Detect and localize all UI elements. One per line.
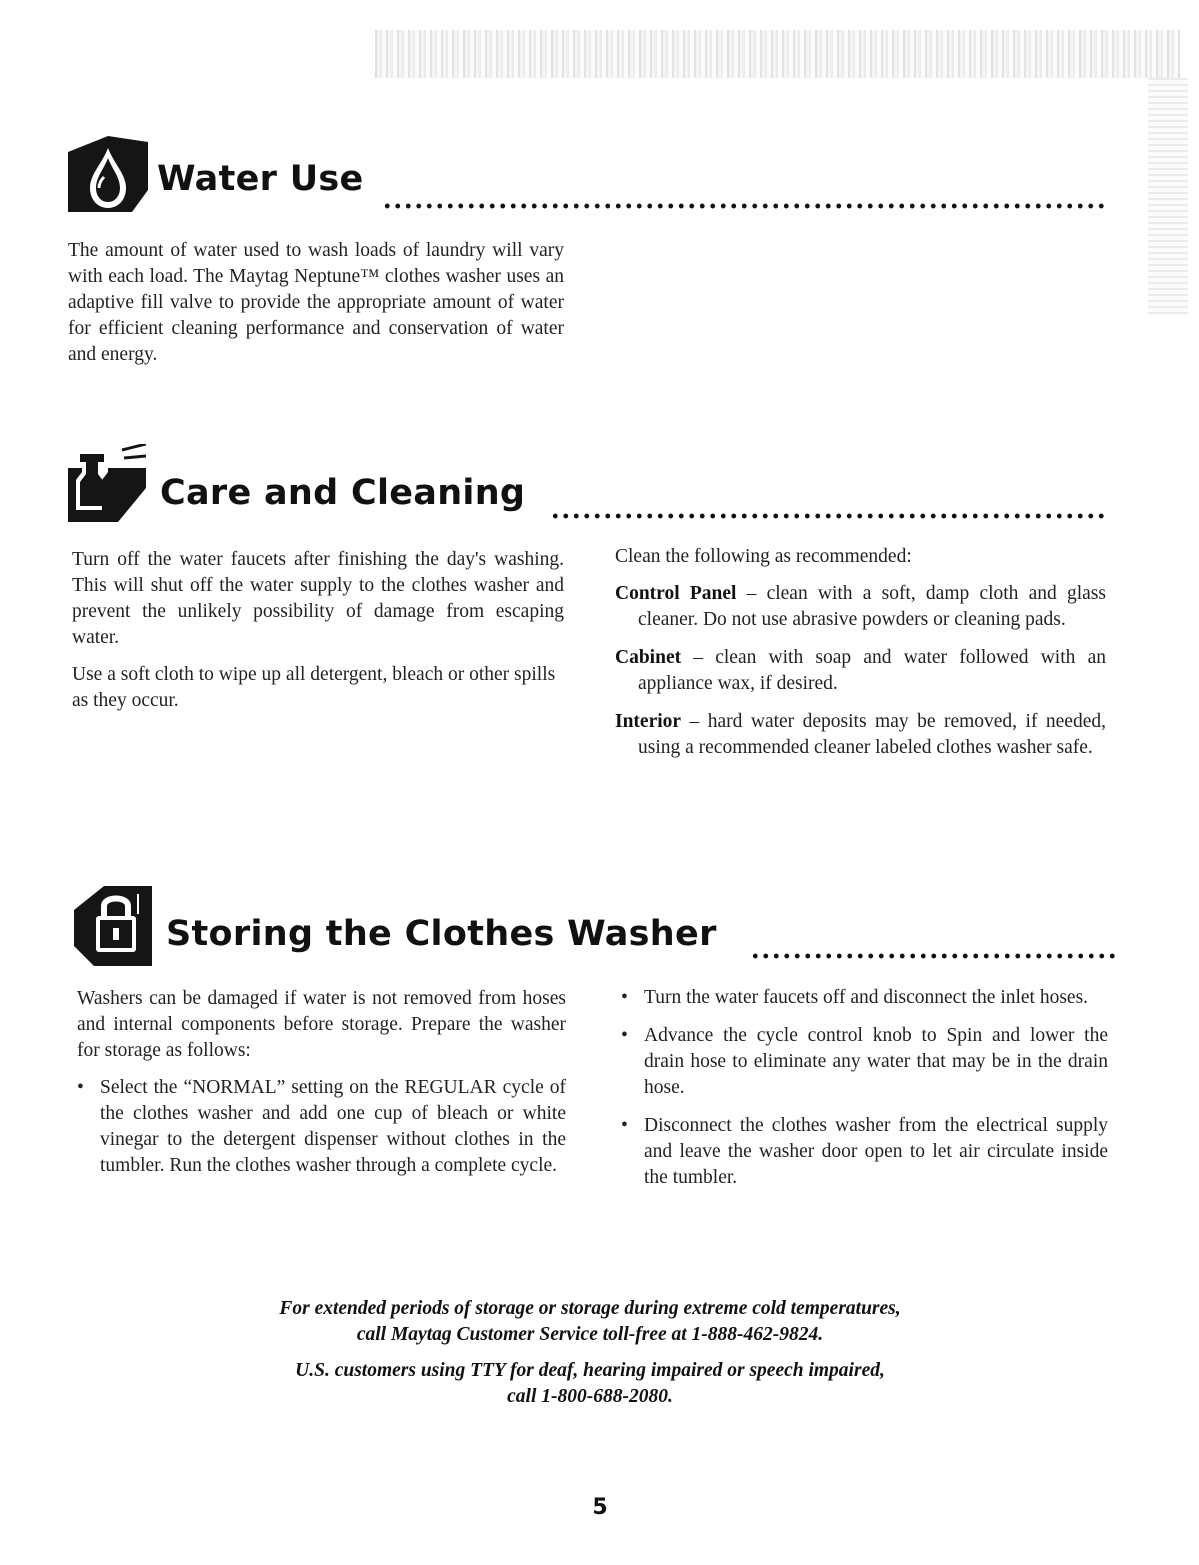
bullet-icon: • [621,987,628,1008]
storing-intro: Washers can be damaged if water is not removed from hoses and internal components before storage. Prepare the washer for storage as follows: [77,988,566,1061]
care-paragraph: Turn off the water faucets after finishing the day's washing. This will shut off the water supply to the clothes washer and prevent the unlikely possibility of damage from escaping water. [72,549,564,648]
list-item-text: Select the “NORMAL” setting on the REGULAR cycle of the clothes washer and add one cup of bleach or white vinegar to the detergent dispenser without clothes in the tumbler. Run the clothes washer through a complete cycle. [100,1077,566,1176]
storing-title: Storing the Clothes Washer [166,914,717,954]
spray-bottle-icon [68,444,146,522]
care-item-control-panel [615,581,1106,633]
water-use-title: Water Use [157,159,364,199]
water-use-header [68,136,1108,216]
storing-right-list [621,985,1108,1191]
list-item-text: Disconnect the clothes washer from the electrical supply and leave the washer door open to let air circulate inside the tumbler. [644,1115,1108,1188]
care-item-text: – hard water deposits may be removed, if needed, using a recommended cleaner labeled clothes washer safe. [638,711,1106,758]
storage-service-note [140,1296,1040,1348]
care-intro: Clean the following as recommended: [615,546,912,567]
storing-header [74,886,1116,966]
care-paragraph: Use a soft cloth to wipe up all detergent, bleach or other spills as they occur. [72,664,556,711]
bullet-icon: • [77,1077,84,1098]
list-item [77,1075,566,1179]
lock-storage-icon [74,886,152,966]
page-number: 5 [592,1495,608,1520]
scan-artifact-top [375,30,1180,78]
water-use-paragraph: The amount of water used to wash loads of laundry will vary with each load. The Maytag Neptune™ clothes washer uses an adaptive fill valve to provide the appropriate amount of water for efficient cleaning performance and conservation of water and energy. [68,240,564,365]
care-item-term: Interior [615,711,682,732]
care-item-text: – clean with soap and water followed with an appliance wax, if desired. [638,647,1106,694]
note-line: call 1-800-688-2080. [507,1386,673,1407]
note-line: U.S. customers using TTY for deaf, hearing impaired or speech impaired, [295,1360,885,1381]
scan-artifact-edge [1148,78,1188,318]
care-cleaning-right-column [615,544,1106,773]
bullet-icon: • [621,1025,628,1046]
care-cleaning-title: Care and Cleaning [160,473,526,513]
care-cleaning-leader-dots [550,512,1108,520]
care-item-term: Cabinet [615,647,682,668]
list-item [621,1113,1108,1191]
list-item [621,1023,1108,1101]
tty-service-note [140,1358,1040,1410]
care-item-term: Control Panel [615,583,737,604]
care-cleaning-header [68,444,1108,524]
bullet-icon: • [621,1115,628,1136]
list-item-text: Turn the water faucets off and disconnect the inlet hoses. [644,987,1089,1008]
list-item-text: Advance the cycle control knob to Spin and lower the drain hose to eliminate any water that may be in the drain hose. [644,1025,1108,1098]
storing-leader-dots [750,952,1116,960]
water-use-body [68,238,564,379]
care-item-interior [615,709,1106,761]
care-cleaning-left-column [72,547,564,725]
storing-left-list [77,1075,566,1179]
storing-left-column [77,986,566,1191]
care-item-text: – clean with a soft, damp cloth and glass cleaner. Do not use abrasive powders or cleaning pads. [638,583,1106,630]
water-drop-icon [68,136,148,212]
list-item [621,985,1108,1011]
care-item-cabinet [615,645,1106,697]
water-use-leader-dots [382,202,1108,210]
note-line: call Maytag Customer Service toll-free at 1-888-462-9824. [356,1324,824,1345]
storing-right-column [621,985,1108,1203]
note-line: For extended periods of storage or storage during extreme cold temperatures, [279,1298,901,1319]
